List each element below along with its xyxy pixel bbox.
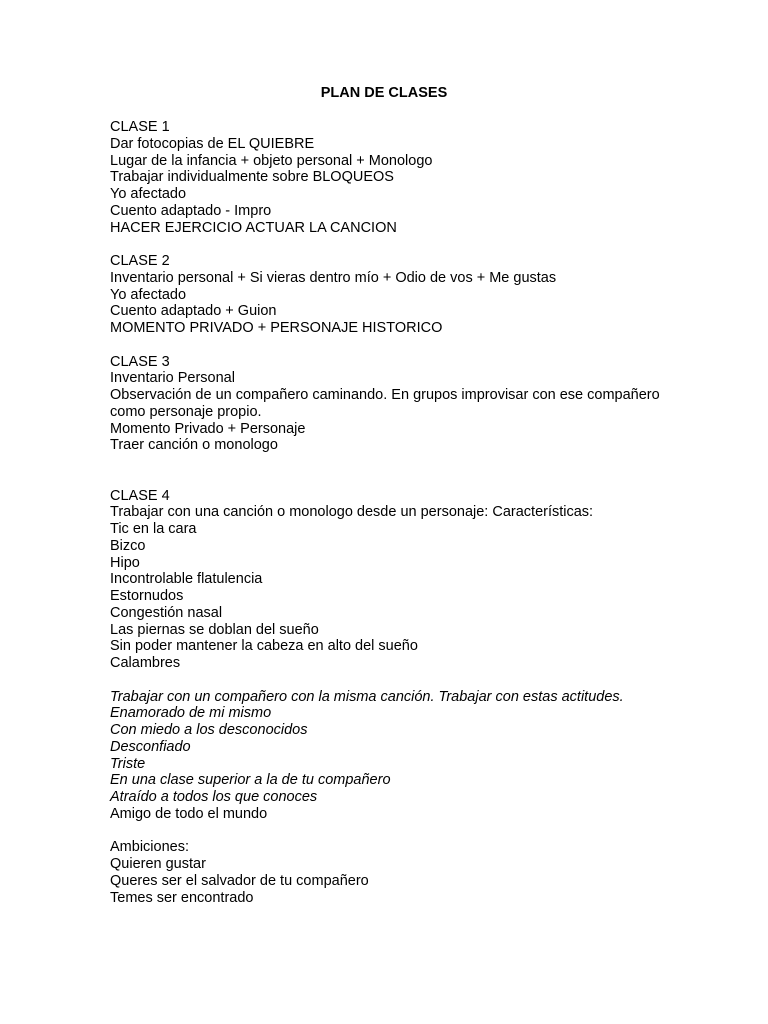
attitude-item: Atraído a todos los que conoces xyxy=(110,789,318,805)
clase-1-heading: CLASE 1 xyxy=(110,119,170,135)
ambitions-heading: Ambiciones: xyxy=(110,839,189,856)
ambition-item: Quieren gustar xyxy=(110,856,206,872)
clase-1-line: HACER EJERCICIO ACTUAR LA CANCION xyxy=(110,219,397,236)
characteristic-item: Estornudos xyxy=(110,588,184,604)
clase-2-line: Cuento adaptado + Guion xyxy=(110,303,277,320)
clase-1-line: Trabajar individualmente sobre BLOQUEOS xyxy=(110,169,394,186)
clase-3-heading: CLASE 3 xyxy=(110,353,170,370)
clase-4-section xyxy=(110,488,670,907)
characteristic-item: Las piernas se doblan del sueño xyxy=(110,621,319,638)
clase-3-section xyxy=(110,354,670,455)
document-body xyxy=(110,119,670,906)
clase-2-line: Yo afectado xyxy=(110,286,187,303)
clase-2-section xyxy=(110,253,670,337)
attitude-item: En una clase superior a la de tu compañero xyxy=(110,772,391,789)
clase-1-line: Yo afectado xyxy=(110,186,187,202)
ambition-item: Temes ser encontrado xyxy=(110,889,254,906)
clase-2-heading: CLASE 2 xyxy=(110,253,170,269)
section-spacer xyxy=(110,823,670,840)
attitude-item: Triste xyxy=(110,755,146,772)
attitude-item: Amigo de todo el mundo xyxy=(110,805,268,822)
clase-4-heading: CLASE 4 xyxy=(110,487,170,504)
clase-3-line: Traer canción o monologo xyxy=(110,437,278,454)
section-spacer xyxy=(110,236,670,253)
section-spacer xyxy=(110,454,670,488)
characteristic-item: Congestión nasal xyxy=(110,604,223,621)
clase-1-section xyxy=(110,119,670,236)
clase-1-line: Cuento adaptado - Impro xyxy=(110,202,272,219)
characteristic-item: Incontrolable flatulencia xyxy=(110,571,263,588)
clase-4-intro: Trabajar con una canción o monologo desde un personaje: Características: xyxy=(110,504,594,521)
section-spacer xyxy=(110,672,670,689)
clase-3-line: Observación de un compañero caminando. En grupos improvisar con ese compañero como personaje propio. xyxy=(110,387,660,420)
attitude-item: Desconfiado xyxy=(110,738,191,755)
clase-3-line: Momento Privado + Personaje xyxy=(110,420,306,437)
characteristic-item: Hipo xyxy=(110,554,140,571)
document-title: PLAN DE CLASES xyxy=(320,85,448,101)
characteristic-item: Bizco xyxy=(110,537,146,554)
clase-1-line: Lugar de la infancia + objeto personal + Monologo xyxy=(110,152,433,169)
section-spacer xyxy=(110,337,670,354)
clase-2-line: MOMENTO PRIVADO + PERSONAJE HISTORICO xyxy=(110,320,443,336)
characteristic-item: Calambres xyxy=(110,655,181,671)
attitude-item: Con miedo a los desconocidos xyxy=(110,722,308,738)
attitudes-intro: Trabajar con un compañero con la misma canción. Trabajar con estas actitudes. xyxy=(110,688,624,705)
attitude-item: Enamorado de mi mismo xyxy=(110,705,272,722)
clase-3-line: Inventario Personal xyxy=(110,370,235,387)
clase-1-line: Dar fotocopias de EL QUIEBRE xyxy=(110,135,315,152)
characteristic-item: Sin poder mantener la cabeza en alto del sueño xyxy=(110,638,418,655)
characteristic-item: Tic en la cara xyxy=(110,521,197,537)
ambition-item: Queres ser el salvador de tu compañero xyxy=(110,872,369,889)
clase-2-line: Inventario personal + Si vieras dentro mío + Odio de vos + Me gustas xyxy=(110,269,557,286)
